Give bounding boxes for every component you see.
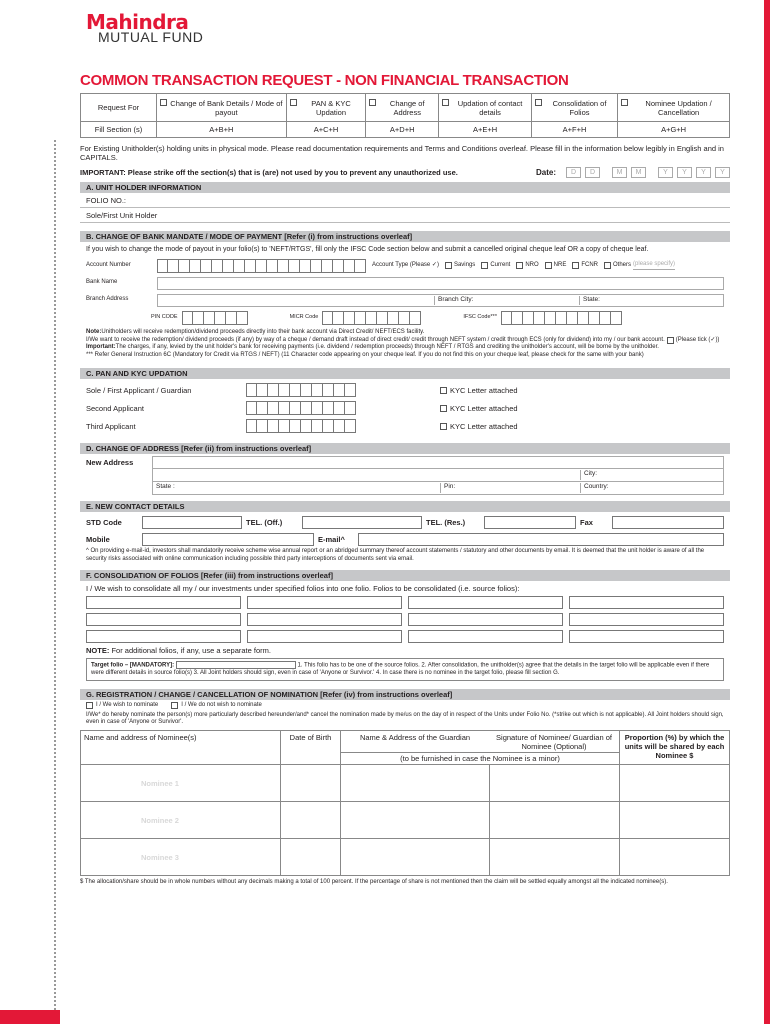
section-b-intro: If you wish to change the mode of payout in your folio(s) to 'NEFT/RTGS', fill only the IFSC Code section below and submit a cancelled original cheque leaf OR a copy of cheque leaf. — [86, 245, 649, 253]
fill-value: A+F+H — [531, 122, 617, 138]
checkbox-cheque-option[interactable] — [667, 337, 674, 344]
checkbox-kyc[interactable] — [440, 405, 447, 412]
pan-row — [86, 381, 724, 399]
section-f-header: F. CONSOLIDATION OF FOLIOS [Refer (iii) from instructions overleaf] — [80, 570, 730, 581]
tel-off-input[interactable] — [302, 516, 422, 529]
pan-row — [86, 417, 724, 435]
kyc-label: KYC Letter attached — [450, 403, 518, 413]
nominee-dob[interactable] — [281, 802, 341, 839]
important-label: Important: — [86, 344, 116, 351]
account-type-label: Account Type (Please ✓) — [372, 261, 439, 268]
target-folio-text: 1. This folio has to be one of the source folios. 2. After consolidation, the unitholder(s) agree that the details in the target folio will be applicable even if there were different details in source folio(s) 3. All Joint holders should sign, even in case of 'Anyone or Survivor.' 4. In case there is no nominee in the target folio, please fill section G. — [91, 662, 710, 676]
std-code-input[interactable] — [142, 516, 242, 529]
furnish-note: (to be furnished in case the Nominee is a minor) — [400, 754, 560, 764]
note-tail: (Please tick (✓)) — [675, 336, 720, 343]
date-box[interactable]: D — [585, 167, 600, 178]
source-folios — [80, 596, 730, 643]
important-text: The charges, if any, levied by the unit holder's bank for receiving payments (i.e. dividend / redemption proceeds) through NEFT / RTGS and crediting the unitholder's account, will be borne by the unitholder. — [115, 344, 659, 351]
date-box[interactable]: Y — [715, 167, 730, 178]
email-note: ^ On providing e-mail-id, investors shall mandatorily receive scheme wise annual report or an abridged summary thereof account statements / statutory and other documents by email. It is deemed that the unit holder is aware of all the security risks associated with online communication including possible third party interceptions of documents sent via email. — [86, 548, 705, 562]
source-folio-input[interactable] — [247, 613, 402, 626]
important-note: IMPORTANT: Please strike off the section(s) that is (are) not used by you to prevent any unauthorized use. — [80, 167, 458, 177]
bank-name-label: Bank Name — [86, 279, 118, 286]
nominee-3[interactable]: Nominee 3 — [81, 839, 281, 876]
fill-value: A+C+H — [286, 122, 366, 138]
section-e-header: E. NEW CONTACT DETAILS — [80, 501, 730, 512]
nominee-proportion[interactable] — [620, 839, 730, 876]
request-for-label: Request For — [81, 94, 157, 122]
tel-res-input[interactable] — [484, 516, 576, 529]
address-city-label: City: — [580, 470, 720, 480]
section-g-header: G. REGISTRATION / CHANGE / CANCELLATION OF NOMINATION [Refer (iv) from instructions overleaf] — [80, 689, 730, 700]
others-specify[interactable]: (please specify) — [633, 261, 675, 270]
acct-type: NRO — [525, 261, 539, 268]
ifsc-code-label: IFSC Code*** — [463, 314, 497, 321]
date-box[interactable]: D — [566, 167, 581, 178]
logo-sub: MUTUAL FUND — [98, 29, 204, 45]
bank-name-input[interactable] — [157, 277, 724, 290]
col-signature: Signature of Nominee/ Guardian of Nominee (Optional) — [496, 733, 612, 752]
nominee-guardian[interactable] — [341, 765, 490, 802]
acct-type: FCNR — [581, 261, 599, 268]
kyc-label: KYC Letter attached — [450, 421, 518, 431]
bank-important — [86, 344, 724, 352]
account-number-input[interactable] — [157, 259, 366, 273]
address-country-label: Country: — [580, 483, 720, 493]
nominee-table — [80, 730, 730, 876]
pan-row — [86, 399, 724, 417]
page-title: COMMON TRANSACTION REQUEST - NON FINANCIAL TRANSACTION — [80, 72, 569, 89]
source-folio-input[interactable] — [569, 613, 724, 626]
date-label: Date: — [535, 167, 556, 177]
branch-address-input[interactable] — [157, 294, 724, 307]
mobile-input[interactable] — [142, 533, 314, 546]
bank-note-2 — [86, 337, 724, 345]
fill-value: A+G+H — [618, 122, 730, 138]
nominee-signature[interactable] — [490, 765, 620, 802]
request-table — [80, 93, 730, 138]
source-folio-input[interactable] — [408, 596, 563, 609]
fax-input[interactable] — [612, 516, 724, 529]
option-label: Nominee Updation / Cancellation — [645, 98, 712, 117]
date-box[interactable]: M — [631, 167, 646, 178]
acct-type: Others — [613, 261, 632, 268]
source-folio-input[interactable] — [86, 613, 241, 626]
checkbox-savings[interactable] — [445, 262, 452, 269]
option-label: Change of Bank Details / Mode of payout — [170, 98, 283, 117]
pan-row-label: Sole / First Applicant / Guardian — [86, 385, 192, 395]
checkbox-current[interactable] — [481, 262, 488, 269]
target-folio-input[interactable] — [176, 661, 296, 669]
nominee-1[interactable]: Nominee 1 — [81, 765, 281, 802]
folio-field[interactable] — [80, 193, 730, 208]
red-edge-stripe — [764, 0, 770, 1024]
checkbox-no-nominate[interactable] — [171, 702, 178, 709]
email-input[interactable] — [358, 533, 724, 546]
acct-type: NRE — [553, 261, 567, 268]
col-guardian: Name & Address of the Guardian — [359, 733, 471, 743]
col-nominee-name: Name and address of Nominee(s) — [81, 731, 281, 765]
consolidation-intro: I / We wish to consolidate all my / our investments under specified folios into one folio. Folios to be consolidated (i.e. source folios): — [86, 583, 520, 593]
note-text: I/We want to receive the redemption/ dividend proceeds (if any) by way of a cheque / demand draft instead of direct credit/ credit through NEFT system / credit through ECS (only for dividend) into my / our bank account. — [86, 336, 665, 343]
fill-value: A+D+H — [366, 122, 439, 138]
date-box[interactable]: Y — [696, 167, 711, 178]
perforation-line — [54, 140, 56, 1010]
intro-note: For Existing Unitholder(s) holding units in physical mode. Please read documentation requirements and Terms and Conditions overleaf. Please fill in the information below legibly in English and in CAPITALS. — [80, 144, 724, 163]
checkbox-nro[interactable] — [516, 262, 523, 269]
option-label: Change of Address — [389, 98, 425, 117]
std-code-label: STD Code — [86, 518, 122, 528]
tel-off-label: TEL. (Off.) — [246, 518, 283, 528]
date-box[interactable]: Y — [677, 167, 692, 178]
new-address-label: New Address — [86, 458, 134, 468]
folio-label: FOLIO NO.: — [86, 195, 127, 205]
section-d-header: D. CHANGE OF ADDRESS [Refer (ii) from instructions overleaf] — [80, 443, 730, 454]
date-field[interactable] — [536, 167, 730, 178]
nominee-dob[interactable] — [281, 765, 341, 802]
fax-label: Fax — [580, 518, 593, 528]
checkbox-address[interactable] — [369, 99, 376, 106]
section-c-header: C. PAN AND KYC UPDATION — [80, 368, 730, 379]
micr-code-label: MICR Code — [289, 314, 319, 321]
option-label: Updation of contact details — [457, 98, 523, 117]
pan-row-label: Second Applicant — [86, 403, 144, 413]
fill-value: A+E+H — [439, 122, 532, 138]
nominate-label: I / We wish to nominate — [96, 701, 159, 708]
pin-code-label: PIN CODE — [151, 314, 178, 321]
nominee-dob[interactable] — [281, 839, 341, 876]
checkbox-bank-details[interactable] — [160, 99, 167, 106]
nominee-footnote: $ The allocation/share should be in whole numbers without any decimals making a total of 100 percent. If the percentage of share is not mentioned then the claim will be settled equally amongst all the indicated nominee(s). — [80, 879, 668, 886]
note-label: NOTE: — [86, 645, 110, 655]
checkbox-nominee[interactable] — [621, 99, 628, 106]
email-label: E-mail^ — [318, 535, 345, 545]
address-state-label: State : — [156, 483, 175, 491]
source-folio-input[interactable] — [569, 630, 724, 643]
source-folio-input[interactable] — [247, 630, 402, 643]
ifsc-code-input[interactable] — [501, 311, 622, 325]
branch-address-label: Branch Address — [86, 296, 129, 303]
bank-refer: *** Refer General Instruction 6C (Mandatory for Credit via RTGS / NEFT) (11 Character code appearing on your cheque leaf. If you do not find this on your cheque leaf, please check for the same with your bank) — [86, 352, 644, 359]
checkbox-others[interactable] — [604, 262, 611, 269]
note-text: Unitholders will receive redemption/dividend proceeds directly into their bank account via Direct Credit/ NEFT/ECS facility. — [101, 328, 425, 335]
col-dob: Date of Birth — [281, 731, 341, 765]
address-pin-label: Pin: — [440, 483, 580, 493]
date-box[interactable]: Y — [658, 167, 673, 178]
checkbox-nre[interactable] — [545, 262, 552, 269]
nominee-proportion[interactable] — [620, 765, 730, 802]
sole-holder-field[interactable] — [80, 208, 730, 223]
micr-code-input[interactable] — [322, 311, 421, 325]
target-folio-label: Target folio – [MANDATORY]: — [91, 662, 175, 669]
red-corner-bar — [0, 1010, 60, 1024]
checkbox-pan-kyc[interactable] — [290, 99, 297, 106]
consolidation-note — [80, 643, 730, 658]
section-b-header: B. CHANGE OF BANK MANDATE / MODE OF PAYMENT [Refer (i) from instructions overleaf] — [80, 231, 730, 242]
branch-city-label: Branch City: — [435, 296, 580, 305]
target-folio-box — [86, 658, 724, 681]
pin-code-input[interactable] — [182, 311, 248, 325]
nominee-guardian[interactable] — [341, 839, 490, 876]
acct-type: Savings — [453, 261, 476, 268]
account-number-label: Account Number — [86, 261, 131, 268]
fill-section-label: Fill Section (s) — [81, 122, 157, 138]
note-text: For additional folios, if any, use a separate form. — [111, 645, 271, 655]
pan-input[interactable] — [246, 419, 356, 433]
pan-input[interactable] — [246, 401, 356, 415]
sole-holder-label: Sole/First Unit Holder — [86, 210, 158, 220]
source-folio-input[interactable] — [247, 596, 402, 609]
nominee-2[interactable]: Nominee 2 — [81, 802, 281, 839]
section-a-header: A. UNIT HOLDER INFORMATION — [80, 182, 730, 193]
kyc-label: KYC Letter attached — [450, 385, 518, 395]
logo — [86, 10, 203, 45]
mobile-label: Mobile — [86, 535, 110, 545]
pan-row-label: Third Applicant — [86, 421, 136, 431]
checkbox-fcnr[interactable] — [572, 262, 579, 269]
new-address-input[interactable] — [152, 456, 724, 495]
source-folio-input[interactable] — [86, 596, 241, 609]
bank-note-1 — [86, 329, 724, 337]
nomination-text: I/We* do hereby nominate the person(s) more particularly described hereunder/and* cancel the nomination made by me/us on the day of in respect of the Units under Folio No. (*strike out which is not applicable). All Joint holders should sign, even in case of 'Anyone or Survivor'. — [86, 711, 724, 726]
form-content — [80, 72, 730, 890]
option-label: PAN & KYC Updation — [311, 98, 351, 117]
source-folio-input[interactable] — [408, 630, 563, 643]
no-nominate-label: I / We do not wish to nominate — [181, 701, 262, 708]
nominee-signature[interactable] — [490, 802, 620, 839]
branch-state-label: State: — [583, 295, 600, 303]
note-label: Note: — [86, 328, 102, 335]
fill-value: A+B+H — [157, 122, 287, 138]
col-proportion: Proportion (%) by which the units will be shared by each Nominee $ — [620, 731, 730, 765]
guardian-header — [341, 731, 620, 765]
source-folio-input[interactable] — [86, 630, 241, 643]
nominee-guardian[interactable] — [341, 802, 490, 839]
date-box[interactable]: M — [612, 167, 627, 178]
checkbox-kyc[interactable] — [440, 423, 447, 430]
tel-res-label: TEL. (Res.) — [426, 518, 466, 528]
pan-input[interactable] — [246, 383, 356, 397]
checkbox-kyc[interactable] — [440, 387, 447, 394]
checkbox-consolidation[interactable] — [535, 99, 542, 106]
option-label: Consolidation of Folios — [552, 98, 607, 117]
logo-brand: Mahindra — [86, 10, 189, 34]
source-folio-input[interactable] — [569, 596, 724, 609]
checkbox-contact[interactable] — [442, 99, 449, 106]
acct-type: Current — [490, 261, 511, 268]
nominee-signature[interactable] — [490, 839, 620, 876]
checkbox-nominate[interactable] — [86, 702, 93, 709]
nominee-proportion[interactable] — [620, 802, 730, 839]
source-folio-input[interactable] — [408, 613, 563, 626]
